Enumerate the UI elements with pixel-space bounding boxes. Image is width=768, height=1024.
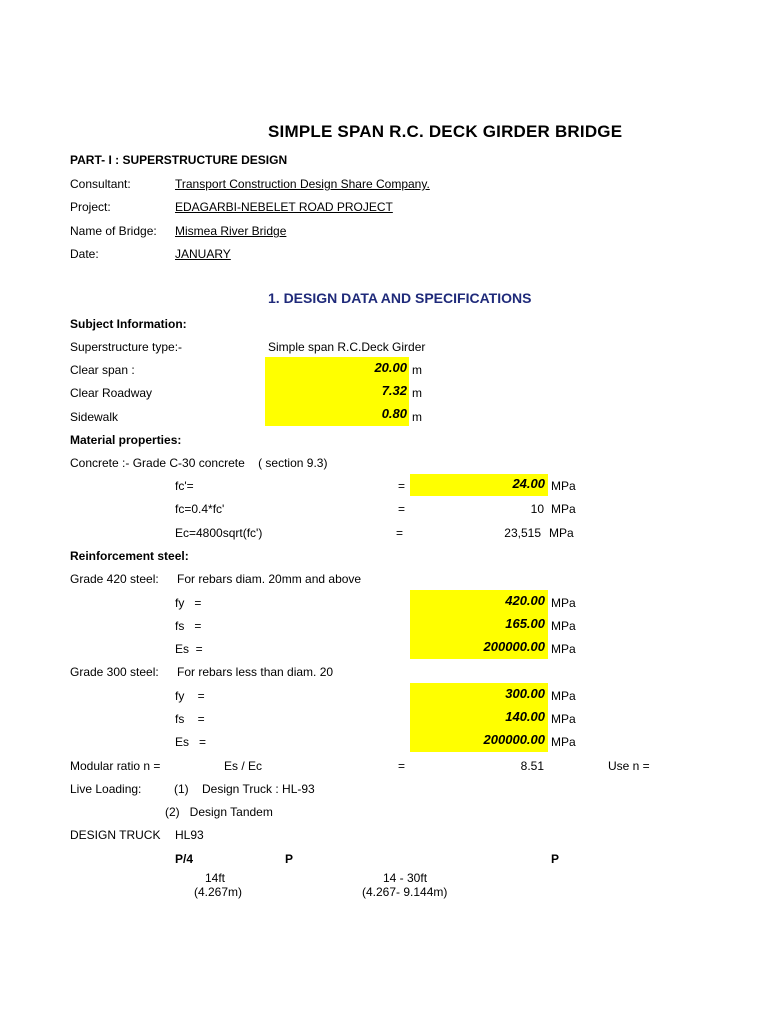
bridge-name-value: Mismea River Bridge [175,224,287,238]
fc-unit: MPa [551,502,576,516]
reinforcement-heading: Reinforcement steel: [70,549,189,563]
grade420-es-value: 200000.00 [483,639,545,654]
axle-spacing-2-metric: (4.267- 9.144m) [362,885,448,899]
clear-roadway-label: Clear Roadway [70,386,153,400]
grade420-fy-label: fy = [175,596,202,610]
grade420-es-unit: MPa [551,642,576,656]
part-heading: PART- I : SUPERSTRUCTURE DESIGN [70,153,288,167]
superstructure-type-label: Superstructure type:- [70,340,183,354]
axle-spacing-1: 14ft [205,871,226,885]
axle-load-p-rear: P [551,852,560,866]
grade300-fy-unit: MPa [551,689,576,703]
page-title: SIMPLE SPAN R.C. DECK GIRDER BRIDGE [268,122,623,141]
sidewalk-label: Sidewalk [70,410,119,424]
modular-ratio-use: Use n = [608,759,650,773]
clear-span-value: 20.00 [374,360,407,375]
axle-spacing-1-metric: (4.267m) [194,885,243,899]
modular-ratio-eq: = [398,759,406,773]
clear-roadway-unit: m [412,386,422,400]
axle-load-p4: P/4 [175,852,194,866]
axle-spacing-2: 14 - 30ft [383,871,428,885]
sidewalk-value: 0.80 [381,406,407,421]
date-label: Date: [70,247,99,261]
grade420-fs-value: 165.00 [505,616,545,631]
design-truck-label: DESIGN TRUCK [70,828,161,842]
date-value: JANUARY [175,247,231,261]
axle-load-p-front: P [285,852,294,866]
clear-roadway-value: 7.32 [381,383,407,398]
clear-span-label: Clear span : [70,363,135,377]
grade300-fs-unit: MPa [551,712,576,726]
consultant-label: Consultant: [70,177,131,191]
grade420-es-label: Es = [175,642,203,656]
ec-label: Ec=4800sqrt(fc') [175,526,263,540]
bridge-name-label: Name of Bridge: [70,224,157,238]
grade300-fy-value: 300.00 [505,686,545,701]
fc-prime-label: fc'= [175,479,194,493]
live-loading-item-1: (1) Design Truck : HL-93 [174,782,315,796]
grade300-es-value: 200000.00 [483,732,545,747]
grade420-fy-unit: MPa [551,596,576,610]
grade420-label: Grade 420 steel: [70,572,159,586]
superstructure-type-value: Simple span R.C.Deck Girder [268,340,426,354]
project-label: Project: [70,200,111,214]
ec-eq: = [396,526,404,540]
modular-ratio-label: Modular ratio n = [70,759,161,773]
grade300-fs-value: 140.00 [505,709,545,724]
grade300-fs-label: fs = [175,712,205,726]
grade300-fy-label: fy = [175,689,205,703]
clear-span-unit: m [412,363,422,377]
grade420-fy-value: 420.00 [505,593,545,608]
grade300-es-unit: MPa [551,735,576,749]
modular-ratio-value: 8.51 [520,759,544,773]
subject-heading: Subject Information: [70,317,187,331]
grade420-fs-unit: MPa [551,619,576,633]
project-value: EDAGARBI-NEBELET ROAD PROJECT [175,200,393,214]
grade420-fs-label: fs = [175,619,202,633]
fc-prime-value: 24.00 [512,476,545,491]
grade300-desc: For rebars less than diam. 20 [177,665,334,679]
consultant-value: Transport Construction Design Share Company. [175,177,430,191]
fc-prime-unit: MPa [551,479,576,493]
modular-ratio-expr: Es / Ec [224,759,263,773]
section-heading: 1. DESIGN DATA AND SPECIFICATIONS [268,290,532,306]
fc-prime-eq: = [398,479,406,493]
fc-eq: = [398,502,406,516]
ec-unit: MPa [549,526,574,540]
concrete-line: Concrete :- Grade C-30 concrete ( section 9.3) [70,456,328,470]
material-heading: Material properties: [70,433,182,447]
live-loading-label: Live Loading: [70,782,142,796]
sidewalk-unit: m [412,410,422,424]
design-truck-value: HL93 [175,828,204,842]
fc-value: 10 [530,502,544,516]
grade300-label: Grade 300 steel: [70,665,159,679]
ec-value: 23,515 [504,526,541,540]
live-loading-item-2: (2) Design Tandem [165,805,273,819]
grade300-es-label: Es = [175,735,207,749]
fc-label: fc=0.4*fc' [175,502,225,516]
grade420-desc: For rebars diam. 20mm and above [177,572,362,586]
